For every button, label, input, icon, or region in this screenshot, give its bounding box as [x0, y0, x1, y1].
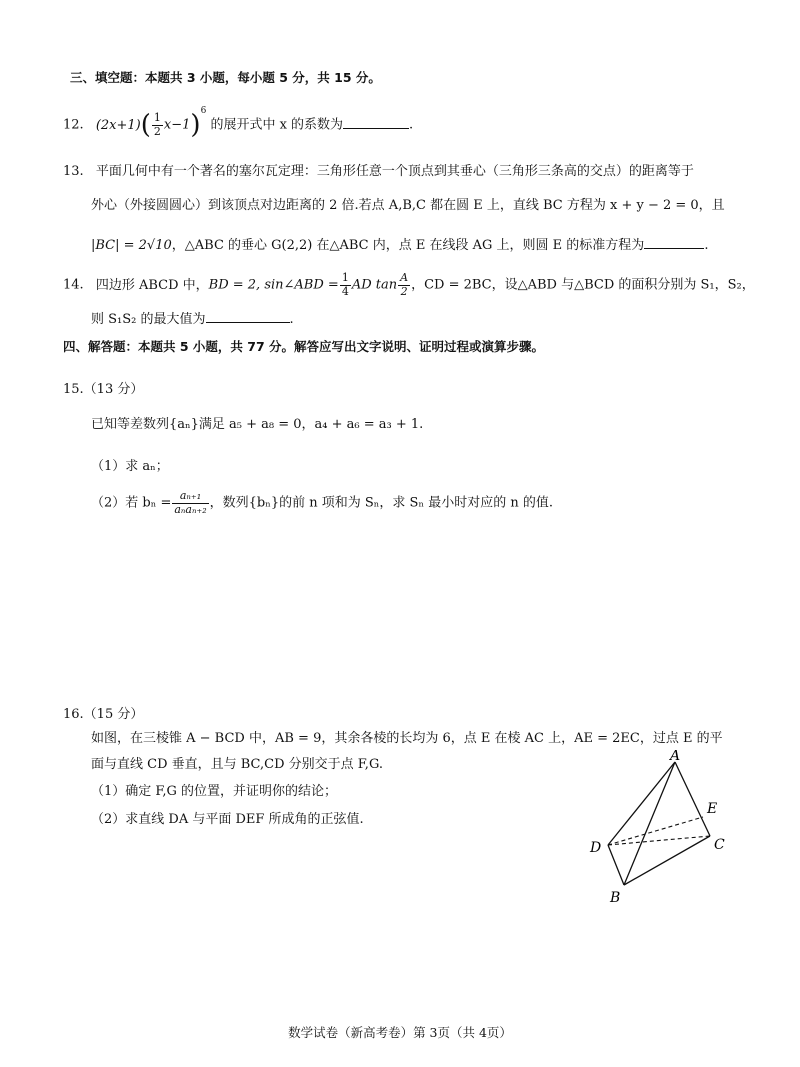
label-c: C — [714, 837, 725, 853]
q15-header: 15.（13 分） — [63, 382, 144, 397]
q12-fraction: $\frac{1}{2}$ — [153, 110, 161, 138]
tetrahedron-figure — [580, 750, 740, 910]
label-b: B — [610, 890, 621, 906]
q14-fraction-2: $\frac{A}{2}$ — [400, 271, 409, 298]
q14-answer-blank[interactable] — [206, 310, 290, 323]
q13-line3-text: ，△ABC 的垂心 G(2,2) 在△ABC 内，点 E 在线段 AG 上，则圆 E 的标准方程为 — [171, 238, 645, 253]
label-e: E — [707, 801, 718, 817]
q13-line1: 平面几何中有一个著名的塞尔瓦定理：三角形任意一个顶点到其垂心（三角形三条高的交点）的距离等于 — [95, 164, 694, 179]
q13-answer-blank[interactable] — [644, 236, 704, 249]
edge-ad — [608, 762, 675, 845]
q15-statement: 已知等差数列{aₙ}满足 a₅ + a₈ = 0，a₄ + a₆ = a₃ + 1. — [91, 417, 424, 432]
question-13-line1 — [63, 160, 694, 179]
q15-part-2: （2）若 bₙ = $\frac{\text{aₙ₊₁}}{\text{aₙaₙ₊₂}}$ ，数列{bₙ}的前 n 项和为 Sₙ，求 Sₙ 最小时对应的 n 的值. — [91, 489, 553, 516]
edge-ab — [624, 762, 675, 885]
q12-expr-left: (2x+1) — [95, 117, 141, 133]
q15-fraction: $\frac{\text{aₙ₊₁}}{\text{aₙaₙ₊₂}}$ — [174, 489, 207, 516]
page-footer: 数学试卷（新高考卷）第 3页（共 4页） — [288, 1025, 512, 1040]
question-12: 12. (2x+1)( $\frac{1}{2}$ x−1)$^6$ 的展开式中 x 的系数为 . — [63, 106, 414, 140]
question-14-line2: 则 S₁S₂ 的最大值为 . — [91, 312, 294, 327]
q16-part-2: （2）求直线 DA 与平面 DEF 所成角的正弦值. — [91, 812, 364, 827]
q16-header: 16.（15 分） — [63, 707, 144, 722]
q14-fraction-1: $\frac{1}{4}$ — [341, 271, 349, 298]
q12-answer-blank[interactable] — [343, 116, 409, 129]
q12-number: 12. — [63, 117, 84, 133]
section-4-heading: 四、解答题：本题共 5 小题，共 77 分。解答应写出文字说明、证明过程或演算步骤。 — [63, 339, 545, 354]
label-d: D — [590, 840, 602, 856]
question-14-line1: 14. 四边形 ABCD 中，BD = 2, sin∠ABD = $\frac{1}{4}$ AD tan $\frac{A}{2}$ ，CD = 2BC，设△ABD 与△BCD 的面积分别为 S₁，S₂， — [63, 271, 755, 298]
q16-line1: 如图，在三棱锥 A − BCD 中，AB = 9，其余各棱的长均为 6，点 E 在棱 AC 上，AE = 2EC，过点 E 的平 — [91, 731, 723, 746]
segment-de-hidden — [608, 817, 703, 845]
q13-bc-length: |BC| = 2√10 — [91, 238, 172, 253]
section-3-heading: 三、填空题：本题共 3 小题，每小题 5 分，共 15 分。 — [70, 70, 381, 85]
label-a: A — [670, 750, 681, 764]
q12-text: 的展开式中 x 的系数为 — [210, 117, 344, 133]
edge-bc — [624, 836, 710, 885]
edge-ac — [675, 762, 710, 836]
q16-line2: 面与直线 CD 垂直，且与 BC,CD 分别交于点 F,G. — [91, 757, 383, 772]
q13-line2: 外心（外接圆圆心）到该顶点对边距离的 2 倍.若点 A,B,C 都在圆 E 上，直线 BC 方程为 x + y − 2 = 0，且 — [91, 198, 725, 213]
question-13-line3: |BC| = 2√10，△ABC 的垂心 G(2,2) 在△ABC 内，点 E 在线段 AG 上，则圆 E 的标准方程为 . — [91, 238, 709, 253]
q12-expr-right: x−1 — [163, 117, 191, 133]
q15-part-1: （1）求 aₙ； — [91, 459, 169, 474]
q12-power: 6 — [200, 106, 207, 117]
q16-part-1: （1）确定 F,G 的位置，并证明你的结论； — [91, 784, 338, 799]
edge-db — [608, 845, 624, 885]
q14-number: 14. — [63, 277, 84, 293]
q13-number: 13. — [63, 164, 84, 179]
